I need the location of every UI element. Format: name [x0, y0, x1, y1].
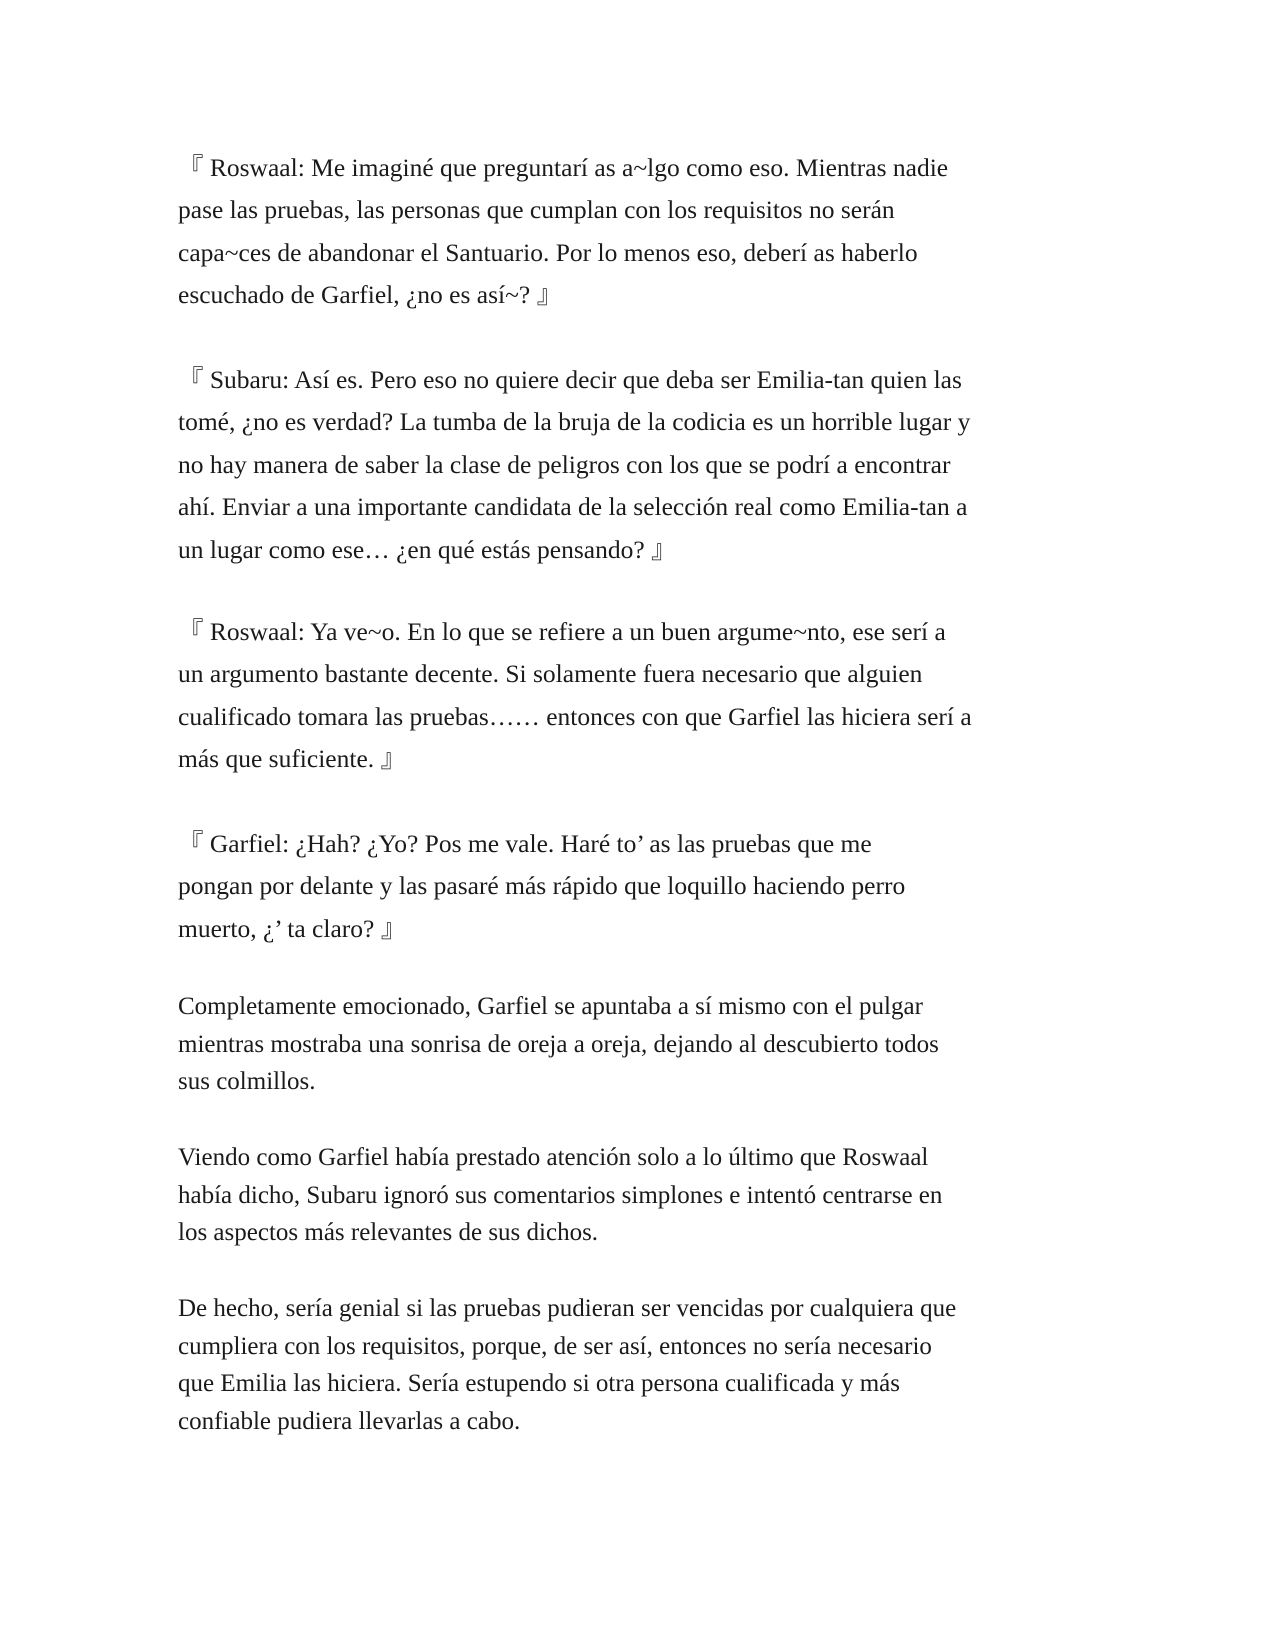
- text-line: no hay manera de saber la clase de peligros con los que se podrí a encontrar: [178, 449, 951, 479]
- text-line: De hecho, sería genial si las pruebas pudieran ser vencidas por cualquiera que: [178, 1295, 957, 1322]
- text-line: los aspectos más relevantes de sus dichos.: [178, 1219, 599, 1246]
- text-line: 『 Garfiel: ¿Hah? ¿Yo? Pos me vale. Haré to’ as las pruebas que me: [178, 829, 872, 858]
- text-line: capa~ces de abandonar el Santuario. Por lo menos eso, deberí as haberlo: [178, 237, 918, 267]
- text-line: un argumento bastante decente. Si solamente fuera necesario que alguien: [178, 659, 923, 689]
- text-line: Viendo como Garfiel había prestado atención solo a lo último que Roswaal: [178, 1144, 929, 1171]
- text-line: más que suficiente. 』: [178, 744, 407, 774]
- dialogue-paragraph-roswaal-2: [178, 611, 972, 781]
- text-line: 『 Roswaal: Me imaginé que preguntarí as a~lgo como eso. Mientras nadie: [178, 153, 949, 182]
- dialogue-paragraph-roswaal: [178, 147, 948, 317]
- text-line: confiable pudiera llevarlas a cabo.: [178, 1407, 521, 1435]
- text-line: cumpliera con los requisitos, porque, de ser así, entonces no sería necesario: [178, 1332, 932, 1360]
- text-line: había dicho, Subaru ignoró sus comentarios simplones e intentó centrarse en: [178, 1181, 943, 1209]
- text-line: cualificado tomara las pruebas…… entonces con que Garfiel las hiciera serí a: [178, 701, 972, 731]
- text-line: 『 Subaru: Así es. Pero eso no quiere decir que deba ser Emilia-tan quien las: [178, 365, 962, 394]
- text-line: 『 Roswaal: Ya ve~o. En lo que se refiere a un buen argume~nto, ese serí a: [178, 617, 946, 646]
- dialogue-paragraph-garfiel: [178, 823, 905, 950]
- text-line: pase las pruebas, las personas que cumplan con los requisitos no serán: [178, 195, 895, 225]
- text-line: Completamente emocionado, Garfiel se apuntaba a sí mismo con el pulgar: [178, 993, 923, 1020]
- text-line: un lugar como ese… ¿en qué estás pensando? 』: [178, 534, 677, 564]
- narration-paragraph-3: [178, 1290, 956, 1440]
- text-line: sus colmillos.: [178, 1068, 316, 1095]
- text-line: muerto, ¿’ ta claro? 』: [178, 913, 407, 943]
- text-line: escuchado de Garfiel, ¿no es así~? 』: [178, 280, 563, 310]
- dialogue-paragraph-subaru: [178, 359, 970, 571]
- text-line: tomé, ¿no es verdad? La tumba de la bruja de la codicia es un horrible lugar y: [178, 407, 971, 437]
- narration-paragraph-2: [178, 1139, 942, 1252]
- text-line: mientras mostraba una sonrisa de oreja a oreja, dejando al descubierto todos: [178, 1030, 939, 1058]
- text-line: ahí. Enviar a una importante candidata de la selección real como Emilia-tan a: [178, 492, 968, 522]
- narration-paragraph-1: [178, 988, 939, 1101]
- text-line: pongan por delante y las pasaré más rápido que loquillo haciendo perro: [178, 871, 906, 901]
- text-line: que Emilia las hiciera. Sería estupendo si otra persona cualificada y más: [178, 1370, 900, 1397]
